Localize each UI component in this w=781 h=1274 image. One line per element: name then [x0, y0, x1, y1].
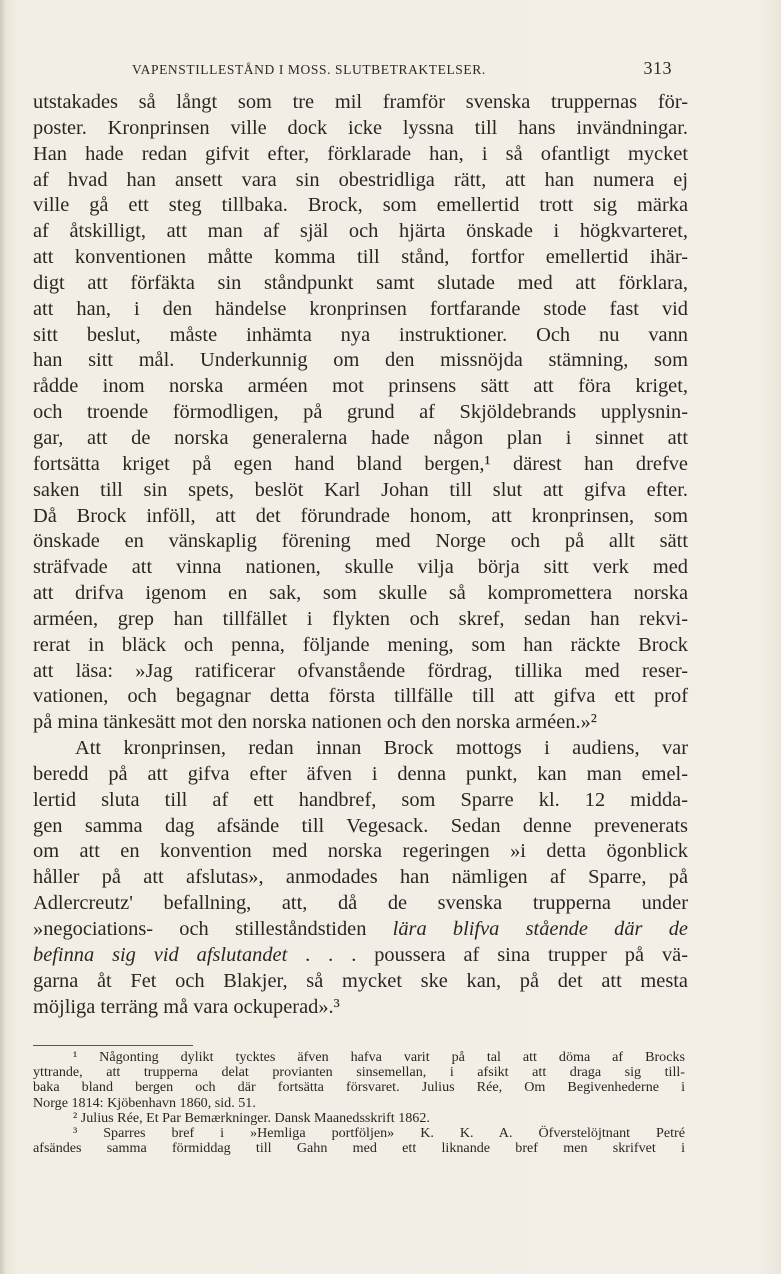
footnote-line: ³ Sparres bref i »Hemliga portföljen» K. K. A. Öfverstelöjtnant Petré [73, 1124, 685, 1141]
text-line: arméen, grep han tillfället i flykten och skref, sedan han rekvi- [33, 607, 688, 630]
text-line: garna åt Fet och Blakjer, så mycket ske kan, på det att mesta [33, 969, 688, 992]
text-line: Då Brock inföll, att det förundrade honom, att kronprinsen, som [33, 504, 688, 527]
text-line: gen samma dag afsände till Vegesack. Sedan denne prevenerats [33, 814, 688, 837]
text-line: rerat in bläck och penna, följande mening, som han räckte Brock [33, 633, 688, 656]
text-line: sitt beslut, måste inhämta nya instruktioner. Och nu vann [33, 323, 688, 346]
body-text [33, 90, 688, 1020]
running-header [132, 58, 672, 84]
footnote-line: baka bland bergen och där fortsätta försvaret. Julius Rée, Om Begivenhederne i [33, 1079, 685, 1096]
text-line: att konventionen måtte komma till stånd, fortfor emellertid ihär- [33, 246, 688, 269]
text-run: . . . poussera af sina trupper på vä- [287, 943, 688, 966]
text-line: lertid sluta till af ett handbref, som Sparre kl. 12 midda- [33, 788, 688, 811]
footnote-line: afsändes samma förmiddag till Gahn med ett liknande bref men skrifvet i [33, 1140, 685, 1157]
text-line: önskade en vänskaplig förening med Norge och på allt sätt [33, 530, 688, 553]
page-binding-edge [0, 0, 6, 1274]
text-line-mixed [33, 917, 688, 943]
italic-text: befinna sig vid afslutandet [33, 943, 288, 966]
text-line: Han hade redan gifvit efter, förklarade han, i så ofantligt mycket [33, 142, 688, 165]
italic-text: lära blifva stående där de [392, 918, 688, 940]
text-line: digt att förfäkta sin ståndpunkt samt slutade med att förklara, [33, 271, 688, 294]
running-title: VAPENSTILLESTÅND I MOSS. SLUTBETRAKTELSER. [132, 62, 486, 77]
footnote-line: ² Julius Rée, Et Par Bemærkninger. Dansk Maanedsskrift 1862. [73, 1109, 430, 1126]
text-line: beredd på att gifva efter äfven i denna punkt, kan man emel- [33, 762, 688, 785]
paragraph-start: Att kronprinsen, redan innan Brock mottogs i audiens, var [75, 737, 688, 760]
text-line: poster. Kronprinsen ville dock icke lyssna till hans invändningar. [33, 116, 688, 139]
footnote-line: ¹ Någonting dylikt tycktes äfven hafva varit på tal att döma af Brocks [73, 1049, 685, 1065]
text-run: »negociations- och stilleståndstiden [33, 918, 393, 940]
text-line: och troende förmodligen, på grund af Skjöldebrands upplysnin- [33, 401, 688, 424]
footnote-line: yttrande, att trupperna delat provianten sinsemellan, i afsikt att draga sig till- [33, 1064, 685, 1081]
text-line: möjliga terräng må vara ockuperad».³ [33, 995, 340, 1018]
text-line-mixed [33, 943, 688, 969]
text-line: rådde inom norska arméen mot prinsens sätt att föra kriget, [33, 375, 688, 398]
text-line: håller på att afslutas», anmodades han nämligen af Sparre, på [33, 866, 688, 889]
text-line: vationen, och begagnar detta första tillfälle till att gifva ett prof [33, 685, 688, 708]
text-line: på mina tänkesätt mot den norska nationen och den norska arméen.»² [33, 711, 597, 734]
text-line: saken till sin spets, beslöt Karl Johan till slut att gifva efter. [33, 478, 688, 501]
text-line: han sitt mål. Underkunnig om den missnöjda stämning, som [33, 349, 688, 372]
text-line: Adlercreutz' befallning, att, då de svenska trupperna under [33, 892, 688, 915]
text-line: fortsätta kriget på egen hand bland bergen,¹ därest han drefve [33, 452, 688, 475]
footnotes [33, 1050, 685, 1156]
text-line: sträfvade att vinna nationen, skulle vilja börja sitt verk med [33, 556, 688, 579]
text-line: af hvad han ansett vara sin obestridliga rätt, att han numera ej [33, 168, 688, 191]
text-line: att han, i den händelse kronprinsen fortfarande stode fast vid [33, 297, 688, 320]
text-line: ville gå ett steg tillbaka. Brock, som emellertid trott sig märka [33, 194, 688, 217]
text-line: att drifva igenom en sak, som skulle så komprometterа norska [33, 582, 688, 605]
text-line: att läsa: »Jag ratificerar ofvanstående fördrag, tillika med reser- [33, 659, 688, 682]
footnote-rule [33, 1045, 193, 1046]
footnote-line: Norge 1814: Kjöbenhavn 1860, sid. 51. [33, 1094, 256, 1111]
text-line: af åtskilligt, att man af själ och hjärta önskade i högkvarteret, [33, 220, 688, 243]
text-line: gar, att de norska generalerna hade någon plan i sinnet att [33, 426, 688, 449]
text-line: utstakades så långt som tre mil framför svenska truppernas för- [33, 91, 688, 113]
page-number: 313 [643, 58, 672, 78]
text-line: om att en konvention med norska regeringen »i detta ögonblick [33, 840, 688, 863]
